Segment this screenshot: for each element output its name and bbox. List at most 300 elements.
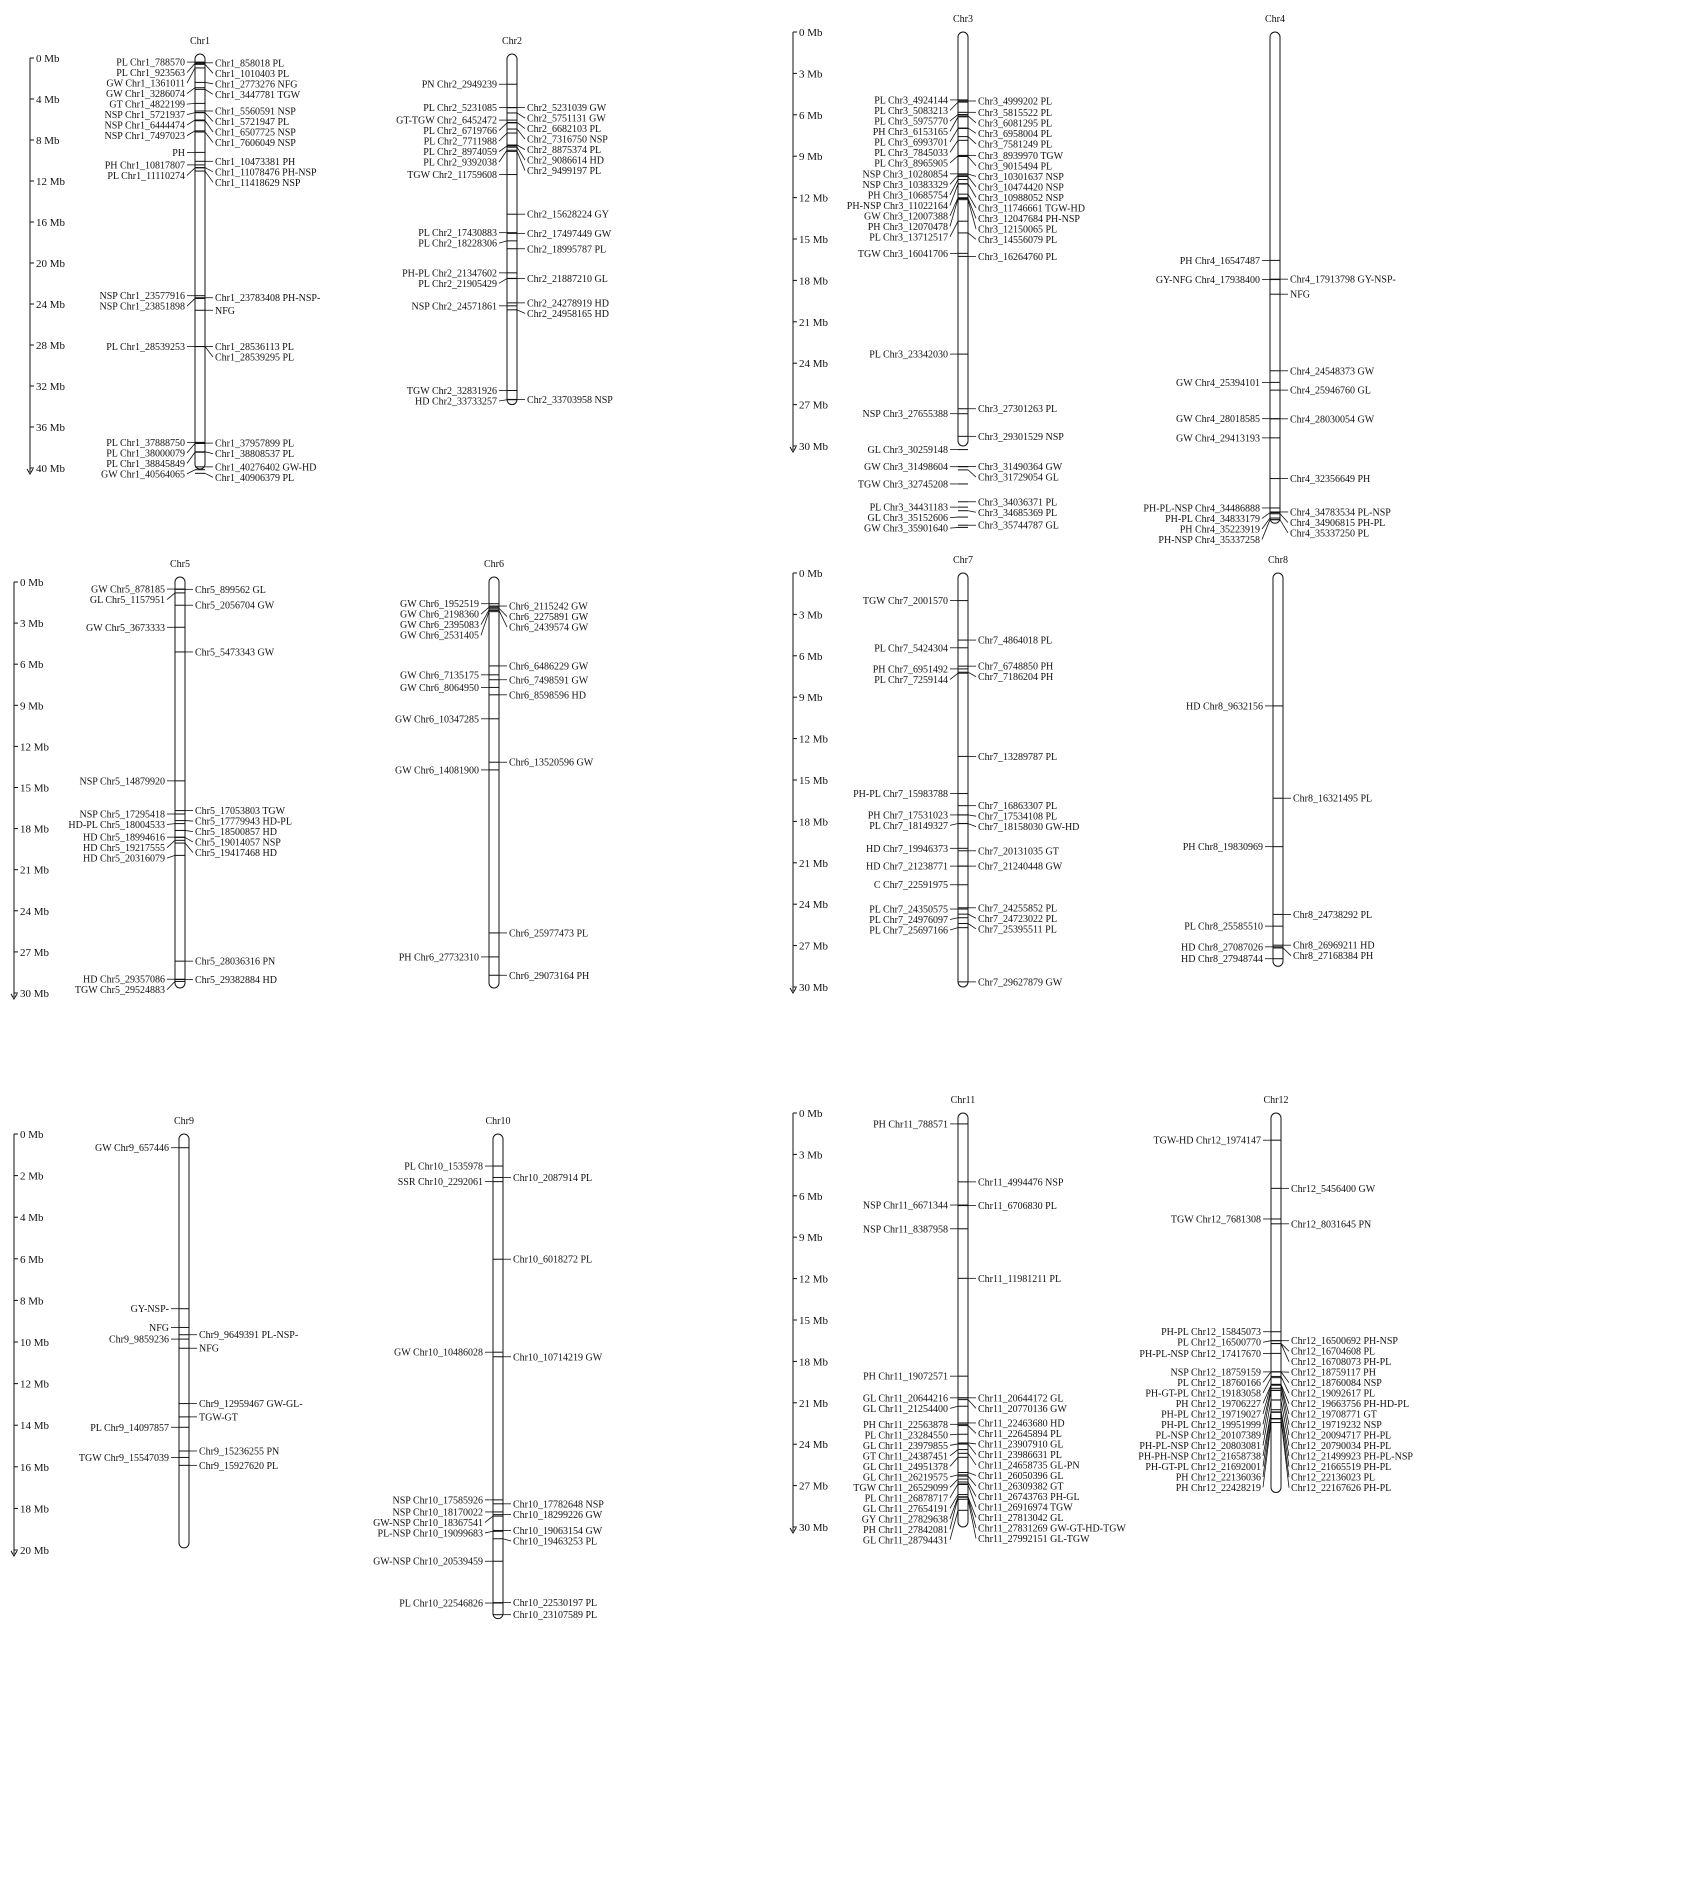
scale-tick-label: 30 Mb bbox=[799, 441, 829, 453]
marker-label: GL Chr11_21254400 bbox=[863, 1404, 948, 1415]
chromosome-body bbox=[489, 577, 499, 988]
marker-label: PH Chr12_19706227 bbox=[1176, 1399, 1261, 1410]
marker-leader bbox=[205, 64, 213, 73]
marker-leader bbox=[187, 168, 195, 176]
scale-tick-label: 18 Mb bbox=[799, 275, 829, 287]
scale-tick-label: 21 Mb bbox=[799, 317, 829, 329]
marker-label: Chr11_6706830 PL bbox=[978, 1201, 1057, 1212]
marker-label: Chr1_1010403 PL bbox=[215, 69, 289, 80]
marker-label: Chr5_2056704 GW bbox=[195, 601, 275, 612]
marker-leader bbox=[968, 128, 976, 133]
scale-tick-label: 18 Mb bbox=[20, 1503, 50, 1515]
marker-label: Chr3_11746661 TGW-HD bbox=[978, 203, 1085, 214]
scale-tick-label: 21 Mb bbox=[799, 1398, 829, 1410]
marker-label: PL Chr7_25697166 bbox=[869, 926, 948, 937]
chromosome-chr5 bbox=[68, 559, 292, 996]
marker-label: Chr11_4994476 NSP bbox=[978, 1177, 1064, 1188]
marker-leader bbox=[950, 1406, 958, 1408]
marker-label: Chr7_24723022 PL bbox=[978, 914, 1057, 925]
marker-label: PL Chr1_37888750 bbox=[106, 438, 185, 449]
chromosome-body bbox=[507, 54, 517, 405]
marker-label: GL Chr3_30259148 bbox=[868, 445, 948, 456]
marker-label: PL Chr1_788570 bbox=[116, 58, 185, 69]
marker-label: TGW-HD Chr12_1974147 bbox=[1154, 1136, 1262, 1147]
marker-leader bbox=[968, 815, 976, 816]
marker-leader bbox=[968, 1472, 976, 1475]
scale-tick-label: 4 Mb bbox=[36, 94, 60, 106]
marker-label: GW Chr3_35901640 bbox=[864, 524, 948, 535]
marker-label: Chr7_18158030 GW-HD bbox=[978, 822, 1079, 833]
marker-label: Chr1_7606049 NSP bbox=[215, 138, 296, 149]
marker-label: Chr4_28030054 GW bbox=[1290, 414, 1375, 425]
scale-tick-label: 27 Mb bbox=[799, 1481, 829, 1493]
marker-label: HD Chr2_33733257 bbox=[415, 397, 497, 408]
marker-label: Chr1_10473381 PH bbox=[215, 157, 295, 168]
marker-leader bbox=[1262, 513, 1270, 519]
chromosome-body bbox=[958, 1113, 968, 1527]
marker-label: Chr3_9015494 PL bbox=[978, 161, 1052, 172]
marker-leader bbox=[185, 837, 193, 842]
marker-leader bbox=[499, 146, 507, 152]
scale-tick-label: 12 Mb bbox=[799, 734, 829, 746]
chromosome-title: Chr5 bbox=[170, 559, 190, 570]
marker-label: Chr6_2275891 GW bbox=[509, 612, 589, 623]
marker-label: NSP Chr3_10383329 bbox=[863, 180, 948, 191]
marker-label: PL Chr7_5424304 bbox=[874, 643, 948, 654]
marker-label: PH Chr7_6951492 bbox=[873, 664, 948, 675]
marker-label: GW Chr4_28018585 bbox=[1176, 414, 1260, 425]
scale-tick-label: 3 Mb bbox=[799, 68, 823, 80]
marker-label: NSP Chr1_7497023 bbox=[105, 131, 185, 142]
marker-label: Chr10_10714219 GW bbox=[513, 1352, 603, 1363]
scale-tick-label: 18 Mb bbox=[799, 816, 829, 828]
marker-label: GW Chr6_2395083 bbox=[400, 620, 479, 631]
chromosome-body bbox=[1270, 32, 1280, 523]
marker-label: GL Chr11_24951378 bbox=[863, 1462, 948, 1473]
scale-tick-label: 15 Mb bbox=[799, 1315, 829, 1327]
marker-leader bbox=[499, 123, 507, 131]
marker-label: PH Chr4_16547487 bbox=[1180, 256, 1260, 267]
marker-label: GW Chr6_2198360 bbox=[400, 610, 479, 621]
chromosome-body bbox=[958, 32, 968, 446]
marker-label: NFG bbox=[149, 1323, 169, 1334]
marker-label: Chr5_28036316 PN bbox=[195, 957, 275, 968]
marker-label: TGW Chr2_11759608 bbox=[407, 170, 497, 181]
marker-label: Chr11_23986631 PL bbox=[978, 1450, 1062, 1461]
marker-label: Chr2_7316750 NSP bbox=[527, 135, 608, 146]
marker-leader bbox=[187, 103, 195, 104]
marker-label: NSP Chr10_17585926 bbox=[393, 1495, 483, 1506]
marker-label: Chr2_6682103 PL bbox=[527, 124, 601, 135]
marker-leader bbox=[968, 1443, 976, 1444]
marker-label: HD Chr5_29357086 bbox=[83, 975, 165, 986]
marker-label: Chr6_7498591 GW bbox=[509, 675, 589, 686]
marker-label: HD Chr5_19217555 bbox=[83, 843, 165, 854]
marker-label: GW Chr10_10486028 bbox=[394, 1348, 483, 1359]
chromosome-title: Chr10 bbox=[486, 1116, 511, 1127]
marker-label: TGW Chr7_2001570 bbox=[863, 596, 948, 607]
marker-label: Chr2_21887210 GL bbox=[527, 274, 608, 285]
marker-label: Chr7_6748850 PH bbox=[978, 662, 1053, 673]
scale-tick-label: 24 Mb bbox=[20, 906, 50, 918]
scale-bar bbox=[11, 577, 50, 1000]
marker-leader bbox=[968, 1499, 976, 1538]
marker-leader bbox=[950, 673, 958, 679]
marker-label: PL Chr3_6993701 bbox=[874, 137, 948, 148]
scale-tick-label: 8 Mb bbox=[20, 1295, 44, 1307]
marker-leader bbox=[185, 830, 193, 831]
scale-tick-label: 0 Mb bbox=[36, 53, 60, 65]
marker-leader bbox=[187, 452, 195, 463]
marker-label: Chr3_29301529 NSP bbox=[978, 432, 1064, 443]
scale-tick-label: 0 Mb bbox=[799, 1108, 823, 1120]
marker-label: Chr5_19014057 NSP bbox=[195, 838, 281, 849]
marker-label: Chr9_12959467 GW-GL- bbox=[199, 1399, 303, 1410]
marker-leader bbox=[517, 122, 525, 128]
marker-leader bbox=[187, 63, 195, 72]
marker-leader bbox=[1263, 1341, 1271, 1343]
marker-label: GL Chr5_1157951 bbox=[90, 595, 165, 606]
marker-label: Chr3_34685369 PL bbox=[978, 508, 1057, 519]
marker-label: Chr3_12047684 PH-NSP bbox=[978, 214, 1080, 225]
marker-label: Chr7_16863307 PL bbox=[978, 801, 1057, 812]
marker-label: Chr7_21240448 GW bbox=[978, 862, 1063, 873]
chromosome-chr7 bbox=[853, 555, 1079, 988]
marker-label: PL Chr8_25585510 bbox=[1184, 922, 1263, 933]
marker-label: NSP Chr11_8387958 bbox=[863, 1224, 948, 1235]
marker-label: Chr2_24958165 HD bbox=[527, 309, 609, 320]
marker-label: GW Chr1_40564065 bbox=[101, 469, 185, 480]
marker-label: PL Chr7_18149327 bbox=[869, 821, 948, 832]
marker-label: PL-NSP Chr10_19099683 bbox=[378, 1528, 483, 1539]
marker-label: HD-PL Chr5_18004533 bbox=[68, 820, 165, 831]
marker-label: Chr3_31490364 GW bbox=[978, 462, 1063, 473]
marker-label: Chr12_5456400 GW bbox=[1291, 1184, 1376, 1195]
marker-label: GW Chr9_657446 bbox=[95, 1143, 169, 1154]
marker-label: GW Chr1_1361011 bbox=[106, 79, 185, 90]
chromosome-chr4 bbox=[1143, 14, 1395, 546]
marker-label: PL Chr7_24976097 bbox=[869, 915, 948, 926]
scale-tick-label: 6 Mb bbox=[20, 659, 44, 671]
marker-label: Chr7_25395511 PL bbox=[978, 924, 1057, 935]
marker-label: PH-PL Chr12_19719027 bbox=[1161, 1409, 1261, 1420]
marker-label: Chr3_5815522 PL bbox=[978, 108, 1052, 119]
scale-tick-label: 6 Mb bbox=[20, 1254, 44, 1266]
marker-label: Chr5_899562 GL bbox=[195, 585, 266, 596]
marker-label: HD Chr5_20316079 bbox=[83, 854, 165, 865]
marker-leader bbox=[1263, 1385, 1271, 1414]
scale-tick-label: 0 Mb bbox=[20, 577, 44, 589]
scale-tick-label: 3 Mb bbox=[799, 1149, 823, 1161]
marker-leader bbox=[950, 918, 958, 920]
marker-label: Chr12_21665519 PH-PL bbox=[1291, 1462, 1391, 1473]
scale-tick-label: 15 Mb bbox=[799, 234, 829, 246]
marker-leader bbox=[167, 855, 175, 858]
chromosome-chr8 bbox=[1181, 555, 1375, 966]
marker-label: Chr1_11418629 NSP bbox=[215, 178, 301, 189]
marker-label: GT Chr11_24387451 bbox=[863, 1451, 948, 1462]
marker-label: GW Chr5_3673333 bbox=[86, 623, 165, 634]
marker-label: Chr11_26916974 TGW bbox=[978, 1502, 1073, 1513]
marker-label: Chr3_6958004 PL bbox=[978, 129, 1052, 140]
marker-leader bbox=[968, 914, 976, 918]
marker-label: PL Chr11_26878717 bbox=[865, 1493, 948, 1504]
marker-label: GW Chr6_1952519 bbox=[400, 599, 479, 610]
marker-leader bbox=[950, 1457, 958, 1466]
chromosome-title: Chr12 bbox=[1264, 1095, 1289, 1106]
marker-leader bbox=[950, 527, 958, 528]
scale-tick-label: 6 Mb bbox=[799, 1191, 823, 1203]
marker-label: Chr11_27813042 GL bbox=[978, 1513, 1063, 1524]
scale-tick-label: 21 Mb bbox=[20, 865, 50, 877]
marker-label: PL Chr2_8974059 bbox=[423, 147, 497, 158]
marker-label: Chr11_26050396 GL bbox=[978, 1471, 1063, 1482]
marker-leader bbox=[187, 113, 195, 115]
marker-leader bbox=[517, 310, 525, 314]
marker-label: PH Chr11_22563878 bbox=[863, 1420, 948, 1431]
marker-label: Chr4_24548373 GW bbox=[1290, 366, 1375, 377]
marker-label: Chr3_12150065 PL bbox=[978, 224, 1057, 235]
marker-label: SSR Chr10_2292061 bbox=[398, 1177, 483, 1188]
marker-label: PL Chr7_7259144 bbox=[874, 675, 948, 686]
marker-label: Chr12_18760084 NSP bbox=[1291, 1378, 1382, 1389]
marker-label: Chr4_34906815 PH-PL bbox=[1290, 518, 1385, 529]
marker-label: Chr9_9649391 PL-NSP- bbox=[199, 1330, 298, 1341]
marker-label: Chr2_33703958 NSP bbox=[527, 395, 613, 406]
marker-label: Chr6_25977473 PL bbox=[509, 928, 588, 939]
marker-leader bbox=[499, 241, 507, 243]
marker-leader bbox=[1281, 1343, 1289, 1351]
scale-tick-label: 15 Mb bbox=[799, 775, 829, 787]
marker-label: PH Chr3_12070478 bbox=[868, 222, 948, 233]
chromosome-body bbox=[1271, 1113, 1281, 1493]
chromosome-body bbox=[195, 54, 205, 469]
marker-label: PH-NSP Chr3_11022164 bbox=[847, 201, 948, 212]
marker-label: Chr4_32356649 PH bbox=[1290, 474, 1370, 485]
marker-label: PL Chr3_34431183 bbox=[870, 503, 948, 514]
marker-label: GW Chr3_12007388 bbox=[864, 211, 948, 222]
marker-label: GW Chr4_29413193 bbox=[1176, 433, 1260, 444]
marker-label: PL Chr1_923563 bbox=[116, 68, 185, 79]
marker-leader bbox=[481, 607, 489, 614]
marker-label: Chr12_20094717 PH-PL bbox=[1291, 1431, 1391, 1442]
marker-label: Chr11_20644172 GL bbox=[978, 1393, 1063, 1404]
marker-label: Chr10_22530197 PL bbox=[513, 1598, 597, 1609]
marker-label: PL Chr3_7845033 bbox=[874, 148, 948, 159]
marker-label: PL Chr1_28539253 bbox=[106, 342, 185, 353]
scale-tick-label: 0 Mb bbox=[799, 568, 823, 580]
marker-leader bbox=[485, 1531, 493, 1533]
marker-label: Chr11_27831269 GW-GT-HD-TGW bbox=[978, 1523, 1126, 1534]
marker-label: Chr11_27992151 GL-TGW bbox=[978, 1534, 1090, 1545]
marker-label: Chr12_16708073 PH-PL bbox=[1291, 1357, 1391, 1368]
marker-label: PH-PL Chr4_34833179 bbox=[1165, 514, 1260, 525]
marker-label: PH-GT-PL Chr12_21692001 bbox=[1145, 1462, 1261, 1473]
marker-label: NSP Chr1_5721937 bbox=[105, 110, 185, 121]
scale-tick-label: 14 Mb bbox=[20, 1420, 50, 1432]
marker-label: PH-PL Chr7_15983788 bbox=[853, 789, 948, 800]
marker-label: Chr11_20770136 GW bbox=[978, 1404, 1067, 1415]
marker-leader bbox=[950, 823, 958, 825]
marker-label: Chr7_17534108 PL bbox=[978, 812, 1057, 823]
marker-label: TGW Chr12_7681308 bbox=[1171, 1214, 1261, 1225]
marker-leader bbox=[205, 168, 213, 172]
marker-label: Chr1_5721947 PL bbox=[215, 117, 289, 128]
marker-label: Chr7_29627879 GW bbox=[978, 977, 1063, 988]
marker-leader bbox=[205, 452, 213, 454]
marker-label: PH-PL-NSP Chr12_17417670 bbox=[1139, 1349, 1261, 1360]
marker-label: GW Chr6_7135175 bbox=[400, 670, 479, 681]
marker-label: Chr6_6486229 GW bbox=[509, 661, 589, 672]
marker-label: Chr7_24255852 PL bbox=[978, 903, 1057, 914]
chromosome-chr3 bbox=[847, 14, 1085, 535]
scale-tick-label: 24 Mb bbox=[36, 299, 66, 311]
marker-label: NSP Chr12_18759159 bbox=[1171, 1367, 1261, 1378]
scale-tick-label: 3 Mb bbox=[20, 618, 44, 630]
marker-label: PN Chr2_2949239 bbox=[422, 80, 497, 91]
marker-leader bbox=[950, 517, 958, 518]
marker-label: PL Chr3_23342030 bbox=[869, 350, 948, 361]
marker-label: Chr10_23107589 PL bbox=[513, 1610, 597, 1621]
marker-label: NFG bbox=[199, 1344, 219, 1355]
marker-label: PL Chr10_22546826 bbox=[399, 1599, 483, 1610]
marker-leader bbox=[950, 140, 958, 152]
marker-label: Chr2_5231039 GW bbox=[527, 103, 607, 114]
marker-label: PL Chr11_23284550 bbox=[865, 1430, 948, 1441]
marker-label: Chr1_3447781 TGW bbox=[215, 90, 301, 101]
marker-leader bbox=[499, 400, 507, 401]
scale-tick-label: 2 Mb bbox=[20, 1171, 44, 1183]
marker-leader bbox=[950, 928, 958, 930]
marker-label: PH Chr12_22428219 bbox=[1176, 1483, 1261, 1494]
marker-label: Chr9_9859236 bbox=[109, 1335, 169, 1346]
marker-label: GW-NSP Chr10_18367541 bbox=[373, 1518, 483, 1529]
marker-label: Chr3_31729054 GL bbox=[978, 473, 1059, 484]
marker-label: GL Chr11_26219575 bbox=[863, 1472, 948, 1483]
scale-tick-label: 9 Mb bbox=[799, 151, 823, 163]
marker-label: PL Chr3_4924144 bbox=[874, 95, 948, 106]
scale-tick-label: 4 Mb bbox=[20, 1212, 44, 1224]
marker-label: Chr12_22167626 PH-PL bbox=[1291, 1483, 1391, 1494]
marker-label: Chr12_21499923 PH-PL-NSP bbox=[1291, 1452, 1413, 1463]
scale-tick-label: 16 Mb bbox=[36, 217, 66, 229]
marker-leader bbox=[950, 102, 958, 110]
marker-leader bbox=[950, 115, 958, 121]
marker-label: GW Chr3_31498604 bbox=[864, 462, 948, 473]
marker-leader bbox=[950, 1450, 958, 1456]
scale-tick-label: 27 Mb bbox=[799, 941, 829, 953]
marker-label: Chr10_2087914 PL bbox=[513, 1173, 592, 1184]
marker-label: GL Chr3_35152606 bbox=[868, 513, 948, 524]
marker-leader bbox=[187, 298, 195, 306]
marker-label: Chr6_8598596 HD bbox=[509, 690, 586, 701]
marker-label: Chr5_17053803 TGW bbox=[195, 806, 286, 817]
chromosome-title: Chr9 bbox=[174, 1116, 194, 1127]
marker-label: Chr1_38808537 PL bbox=[215, 449, 294, 460]
marker-leader bbox=[968, 1497, 976, 1528]
marker-leader bbox=[205, 89, 213, 94]
scale-tick-label: 24 Mb bbox=[799, 1439, 829, 1451]
marker-leader bbox=[968, 156, 976, 165]
marker-label: PL Chr7_24350575 bbox=[869, 905, 948, 916]
marker-leader bbox=[485, 1516, 493, 1522]
marker-label: PH Chr3_10685754 bbox=[868, 190, 948, 201]
marker-label: PH Chr8_19830969 bbox=[1183, 842, 1263, 853]
marker-label: Chr12_16500692 PH-NSP bbox=[1291, 1336, 1398, 1347]
marker-label: Chr5_18500857 HD bbox=[195, 827, 277, 838]
marker-label: PL Chr2_5231085 bbox=[423, 103, 497, 114]
marker-label: C Chr7_22591975 bbox=[874, 880, 948, 891]
chromosome-chr6 bbox=[395, 559, 594, 988]
scale-tick-label: 30 Mb bbox=[799, 982, 829, 994]
marker-label: GL Chr11_27654191 bbox=[863, 1504, 948, 1515]
chromosome-body bbox=[175, 577, 185, 988]
marker-label: NFG bbox=[215, 306, 235, 317]
marker-label: PL Chr1_38845849 bbox=[106, 459, 185, 470]
marker-label: PH-PH-NSP Chr12_21658738 bbox=[1138, 1451, 1261, 1462]
scale-tick-label: 18 Mb bbox=[799, 1356, 829, 1368]
marker-label: GY-NSP- bbox=[131, 1304, 169, 1315]
marker-leader bbox=[968, 511, 976, 513]
marker-label: Chr2_17497449 GW bbox=[527, 229, 612, 240]
marker-label: GW Chr6_10347285 bbox=[395, 714, 479, 725]
marker-label: GY Chr11_27829638 bbox=[862, 1514, 948, 1525]
chromosome-body bbox=[958, 573, 968, 987]
marker-label: Chr3_4999202 PL bbox=[978, 97, 1052, 108]
marker-label: Chr1_37957899 PL bbox=[215, 439, 294, 450]
marker-label: Chr6_2115242 GW bbox=[509, 602, 588, 613]
marker-label: Chr1_28539295 PL bbox=[215, 353, 294, 364]
marker-label: HD Chr8_9632156 bbox=[1186, 701, 1263, 712]
marker-label: Chr12_22136023 PL bbox=[1291, 1473, 1375, 1484]
marker-label: Chr6_13520596 GW bbox=[509, 758, 594, 769]
marker-label: HD Chr5_18994616 bbox=[83, 833, 165, 844]
scale-tick-label: 9 Mb bbox=[799, 1232, 823, 1244]
marker-label: Chr11_26309382 GT bbox=[978, 1481, 1063, 1492]
scale-tick-label: 0 Mb bbox=[799, 27, 823, 39]
marker-label: TGW Chr3_32745208 bbox=[858, 479, 948, 490]
marker-label: Chr2_24278919 HD bbox=[527, 298, 609, 309]
marker-leader bbox=[187, 131, 195, 136]
marker-label: GW Chr5_878185 bbox=[91, 585, 165, 596]
marker-label: Chr11_22645894 PL bbox=[978, 1429, 1062, 1440]
marker-label: GW-NSP Chr10_20539459 bbox=[373, 1557, 483, 1568]
chromosome-title: Chr3 bbox=[953, 14, 973, 25]
marker-leader bbox=[950, 1434, 958, 1435]
marker-leader bbox=[205, 171, 213, 182]
scale-bar bbox=[790, 27, 829, 453]
chromosome-chr2 bbox=[396, 36, 613, 408]
marker-label: GY-NFG Chr4_17938400 bbox=[1156, 275, 1260, 286]
marker-label: PL Chr12_16500770 bbox=[1177, 1338, 1261, 1349]
marker-label: Chr3_27301263 PL bbox=[978, 404, 1057, 415]
scale-tick-label: 10 Mb bbox=[20, 1337, 50, 1349]
marker-label: HD Chr7_19946373 bbox=[866, 844, 948, 855]
scale-tick-label: 24 Mb bbox=[799, 358, 829, 370]
marker-label: PL Chr2_18228306 bbox=[418, 239, 497, 250]
marker-leader bbox=[499, 133, 507, 141]
marker-label: Chr7_13289787 PL bbox=[978, 752, 1057, 763]
marker-label: Chr8_24738292 PL bbox=[1293, 910, 1372, 921]
scale-tick-label: 12 Mb bbox=[36, 176, 66, 188]
marker-label: GW Chr6_8064950 bbox=[400, 683, 479, 694]
scale-tick-label: 20 Mb bbox=[20, 1545, 50, 1557]
marker-label: PH Chr11_788571 bbox=[873, 1119, 948, 1130]
marker-label: PH Chr7_17531023 bbox=[868, 810, 948, 821]
marker-label: Chr12_19719232 NSP bbox=[1291, 1420, 1382, 1431]
marker-label: PL Chr2_9392038 bbox=[423, 158, 497, 169]
marker-label: Chr3_8939970 TGW bbox=[978, 151, 1064, 162]
